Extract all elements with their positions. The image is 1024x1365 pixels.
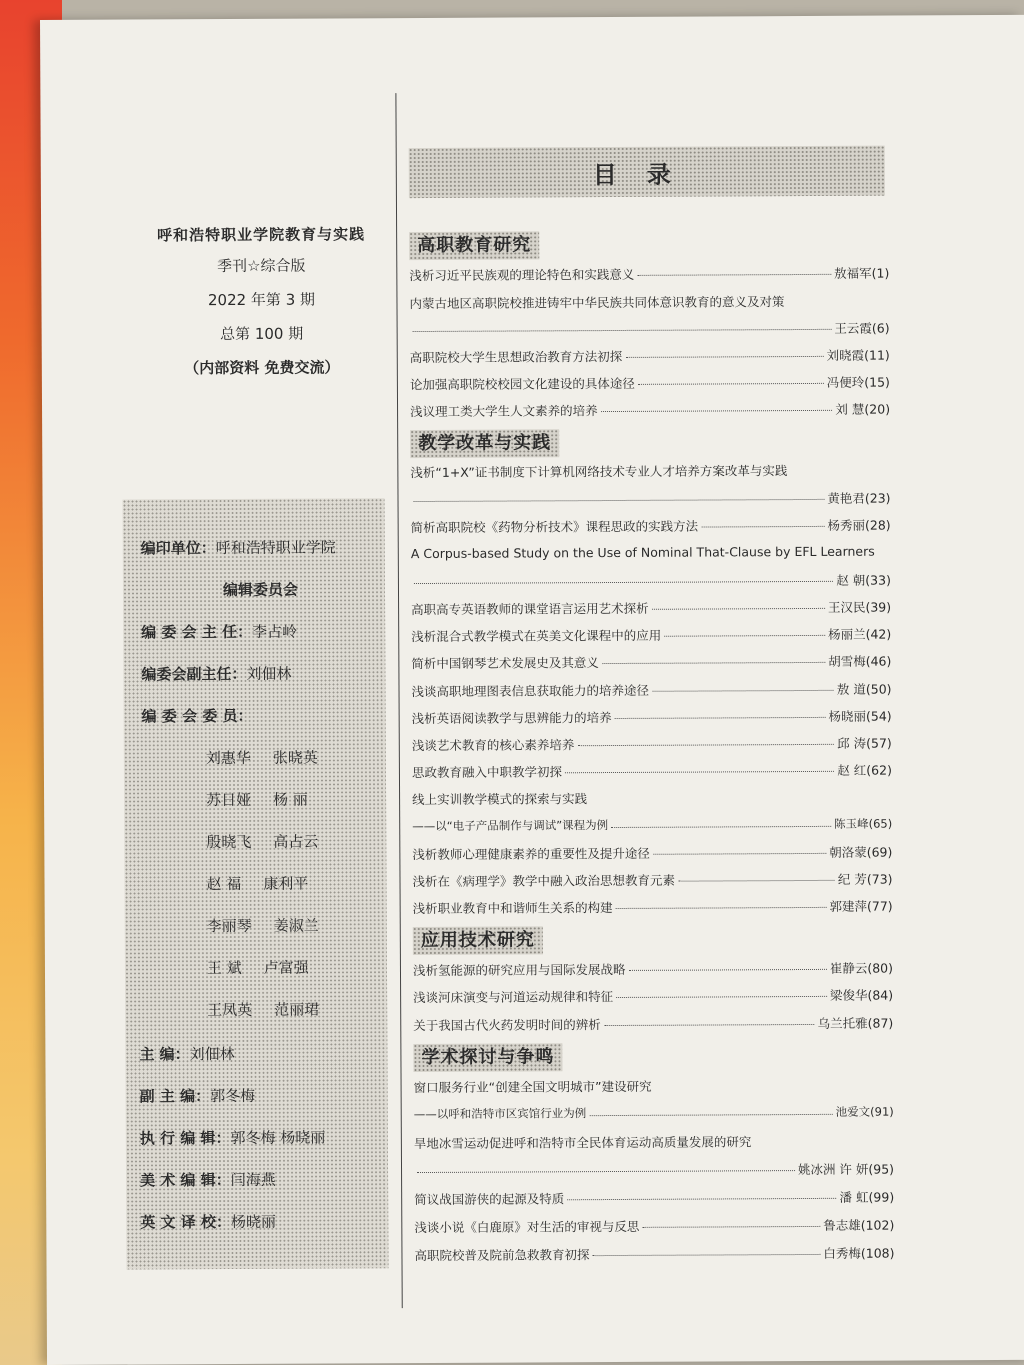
toc-entry[interactable] [412,843,892,866]
leader-dots [616,906,827,909]
executive-editor-row [140,1127,326,1149]
toc-entry-title: 高职院校普及院前急救教育初探 [414,1247,590,1264]
member-name: 张晓英 [272,748,318,767]
toc-entry-author-page: 敖 道(50) [836,681,892,697]
toc-entry-author-page: 杨丽兰(42) [828,626,892,642]
toc-entry[interactable] [411,652,891,675]
art-editor-label: 美 术 编 辑： [140,1171,231,1190]
toc-entry[interactable] [412,734,892,757]
member-name: 康利平 [263,874,309,893]
toc-entry[interactable] [411,571,891,594]
toc-entry-author-page: 潘 虹(99) [839,1189,895,1205]
deputy-editor-label: 副 主 编： [139,1087,211,1106]
toc-entry-title: 线上实训教学模式的探索与实践 [412,791,588,808]
toc-entry-author-page: 赵 朝(33) [836,572,891,588]
toc-entry[interactable] [409,264,889,287]
publisher-label: 编印单位： [140,539,216,558]
toc-entry[interactable] [413,959,893,982]
member-name: 赵 福 [206,874,242,894]
toc-entry-title: 浅析习近平民族观的理论特色和实践意义 [409,266,635,284]
toc-entry[interactable] [410,319,890,342]
leader-dots [615,716,826,719]
editor-value: 刘佃林 [189,1044,235,1064]
art-editor-value: 闫海燕 [230,1170,276,1190]
toc-entry-author-page: 刘 慧(20) [835,401,891,417]
journal-page [40,15,1024,1365]
toc-entry[interactable] [414,1188,894,1211]
toc-entry-author-page: 鲁志雄(102) [823,1217,895,1233]
leader-dots [414,580,833,584]
masthead [126,223,397,378]
toc-entry-author-page: 崔静云(80) [829,960,894,976]
english-proofreader-value: 杨晓丽 [230,1212,277,1232]
director-row [141,621,297,643]
member-name: 高占云 [273,832,319,851]
toc-entry[interactable] [410,400,890,423]
toc-entry-title: 内蒙古地区高职院校推进铸牢中华民族共同体意识教育的意义及对策 [409,294,785,312]
leader-dots [664,634,825,637]
toc-entry-title: 浅谈艺术教育的核心素养培养 [411,737,575,754]
section-heading: 学术探讨与争鸣 [413,1043,562,1072]
leader-dots [604,1023,815,1026]
toc-entry-title: 高职院校大学生思想政治教育方法初探 [409,348,623,366]
toc-entry[interactable] [412,707,892,730]
director-label: 编 委 会 主 任： [141,622,253,642]
left-column [40,18,407,1320]
toc-entry[interactable] [410,346,890,369]
toc-entry-author-page: 乌兰托雅(87) [817,1015,894,1031]
toc-entry[interactable] [410,373,890,396]
toc-entry[interactable] [414,1216,894,1239]
leader-dots [414,498,825,502]
toc-entry[interactable] [411,598,891,621]
member-name: 王凤英 [207,1000,253,1020]
section-heading: 教学改革与实践 [410,429,559,458]
toc-entry[interactable] [414,1104,894,1127]
member-row [206,747,318,769]
toc-entry[interactable] [412,761,892,784]
toc-entry-author-page: 白秀梅(108) [823,1245,895,1261]
toc-entry[interactable] [411,516,891,539]
leader-dots [653,852,826,855]
toc-entry[interactable] [414,1076,894,1099]
leader-dots [638,382,824,385]
leader-dots [577,743,834,746]
toc-entry-title: 浅议理工类大学生人文素养的培养 [410,403,598,420]
toc-entry[interactable] [409,292,889,315]
vice-director-row [141,663,291,685]
leader-dots [567,1197,836,1200]
toc-entry[interactable] [414,1160,894,1183]
issue-label: 2022 年第 3 期 [207,290,316,310]
leader-dots [592,1253,820,1256]
toc-entry-title: A Corpus-based Study on the Use of Nominal That-Clause by EFL Learners [410,543,875,562]
toc-entry-title: 浅析英语阅读教学与思辨能力的培养 [411,710,612,727]
director-value: 李占岭 [252,622,298,641]
member-name: 王 斌 [206,958,242,978]
toc-entry-author-page: 王汉民(39) [827,599,892,615]
toc-entry[interactable] [410,489,890,512]
toc-entry-title: 浅析职业教育中和谐师生关系的构建 [412,900,613,917]
committee-heading: 编辑委员会 [222,580,299,600]
toc-entry-author-page: 杨秀丽(28) [827,517,891,533]
total-issue-label: 总第 100 期 [220,324,304,344]
leader-dots [616,995,827,998]
toc-entry-title: 旱地冰雪运动促进呼和浩特市全民体育运动高质量发展的研究 [413,1134,752,1152]
circulation-note: （内部资料 免费交流） [184,358,340,378]
member-row [206,831,318,853]
toc-entry-author-page: 梁俊华(84) [829,987,894,1003]
toc-entry-author-page: 池爱文(91) [835,1104,894,1119]
art-editor-row [140,1169,276,1191]
toc-entry[interactable] [411,625,891,648]
toc-entry-title: ——以“电子产品制作与调试”课程为例 [412,818,609,834]
member-name: 姜淑兰 [273,916,319,935]
executive-editor-value: 郭冬梅 杨晓丽 [230,1128,326,1148]
vice-director-label: 编委会副主任： [141,664,247,684]
journal-title: 呼和浩特职业学院教育与实践 [157,225,366,245]
toc-entry-title: 简析中国钢琴艺术发展史及其意义 [411,655,599,672]
leader-dots [652,607,825,610]
toc-entry-title: 浅析氢能源的研究应用与国际发展战略 [412,961,626,979]
toc-entry-title: 浅析教师心理健康素养的重要性及提升途径 [412,845,650,863]
toc-entry-title: 关于我国古代火药发明时间的辨析 [413,1017,601,1034]
publisher-value: 呼和浩特职业学院 [215,538,336,558]
toc-entry[interactable] [411,544,891,567]
leader-dots [601,409,833,412]
deputy-editor-value: 郭冬梅 [210,1086,256,1106]
toc-entry[interactable] [412,788,892,811]
toc-entry[interactable] [412,816,892,839]
leader-dots [701,525,824,528]
leader-dots [565,770,834,773]
toc-entry-title: 浅析在《病理学》教学中融入政治思想教育元素 [412,872,676,890]
member-name: 卢富强 [263,958,309,977]
toc-entry-title: 高职高专英语教师的课堂语言运用艺术探析 [411,600,649,618]
table-of-contents [409,146,895,1264]
leader-dots [417,1169,795,1173]
toc-entry-author-page: 杨晓丽(54) [828,708,892,724]
toc-entry-author-page: 姚冰洲 许 妍(95) [797,1161,895,1178]
toc-entry-title: 浅谈小说《白鹿原》对生活的审视与反思 [414,1218,640,1236]
toc-entry[interactable] [413,897,893,920]
editorial-board-box [123,498,389,1269]
toc-entry[interactable] [414,1244,894,1267]
toc-entry-title: 浅析混合式教学模式在英美文化课程中的应用 [411,627,662,645]
toc-entry-author-page: 邱 涛(57) [837,735,892,751]
toc-entry-title: 浅谈高职地理图表信息获取能力的培养途径 [411,682,650,700]
toc-entry-author-page: 郭建萍(77) [829,898,893,914]
member-name: 杨 丽 [273,790,308,809]
toc-title: 目录 [409,146,885,198]
leader-dots [642,1225,820,1228]
toc-entry-author-page: 陈玉峰(65) [834,816,893,831]
toc-entry-author-page: 冯便玲(15) [826,374,890,390]
toc-entry[interactable] [413,986,893,1009]
editor-row [139,1043,234,1064]
toc-entry[interactable] [414,1132,894,1155]
executive-editor-label: 执 行 编 辑： [139,1129,231,1148]
toc-entry-title: 简议战国游侠的起源及特质 [414,1191,565,1208]
leader-dots [637,273,831,276]
toc-entry-author-page: 刘晓霞(11) [826,347,890,363]
toc-entry-title: 浅析“1+X”证书制度下计算机网络技术专业人才培养方案改革与实践 [410,463,788,481]
leader-dots [628,968,826,971]
leader-dots [602,661,825,664]
toc-entry-title: 浅谈河床演变与河道运动规律和特征 [413,989,614,1006]
english-proofreader-row [140,1211,276,1233]
toc-entry[interactable] [411,680,891,703]
member-name: 刘惠华 [205,748,251,768]
member-row [206,873,308,895]
leader-dots [652,689,834,692]
toc-entry[interactable] [412,870,892,893]
member-name: 范丽珺 [274,1000,320,1019]
member-name: 李丽琴 [206,916,252,936]
toc-entry-author-page: 王云霞(6) [834,320,890,336]
toc-entry-author-page: 黄艳君(23) [827,490,891,506]
leader-dots [678,879,835,882]
toc-entry[interactable] [410,461,890,484]
member-row [206,789,308,811]
section-heading: 应用技术研究 [413,926,543,955]
member-name: 殷晓飞 [206,832,252,852]
toc-entry[interactable] [413,1014,893,1037]
toc-entry-title: 简析高职院校《药物分析技术》课程思政的实践方法 [410,518,699,536]
deputy-editor-row [140,1085,256,1107]
edition-label: 季刊☆综合版 [217,256,306,276]
toc-entry-author-page: 敖福军(1) [834,265,890,281]
leader-dots [589,1113,832,1116]
toc-entry-author-page: 赵 红(62) [837,762,892,778]
vice-director-value: 刘佃林 [246,664,292,683]
toc-entry-title: 论加强高职院校校园文化建设的具体途径 [409,375,635,393]
member-name: 苏日娅 [206,790,252,810]
leader-dots [625,355,823,358]
publisher-row [141,536,336,558]
toc-entry-title: 思政教育融入中职教学初探 [411,764,562,781]
english-proofreader-label: 英 文 译 校： [140,1213,232,1232]
toc-entry-author-page: 朝洛蒙(69) [829,844,893,860]
section-heading: 高职教育研究 [409,231,539,260]
members-label: 编 委 会 委 员： [141,706,253,726]
member-row [207,915,319,937]
leader-dots [413,328,832,332]
leader-dots [611,825,831,828]
toc-entry-title: ——以呼和浩特市区宾馆行业为例 [413,1106,587,1122]
member-row [207,999,319,1021]
editor-label: 主 编： [139,1045,190,1064]
toc-entry-author-page: 胡雪梅(46) [828,653,892,669]
toc-entry-author-page: 纪 芳(73) [837,871,893,887]
member-row [207,957,309,979]
toc-entry-title: 窗口服务行业“创建全国文明城市”建设研究 [413,1078,652,1096]
